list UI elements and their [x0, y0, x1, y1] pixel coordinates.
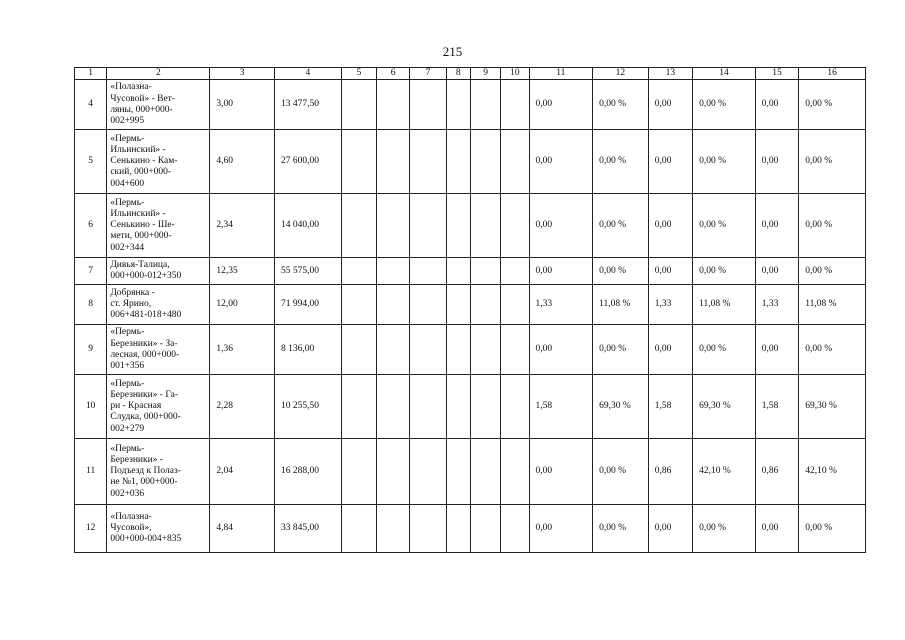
- cell-c15: 1,58: [755, 375, 798, 439]
- column-header-10: 10: [501, 68, 529, 80]
- cell-c5: [341, 130, 376, 194]
- road-name-line: ри - Красная: [110, 401, 162, 412]
- row-number: 9: [75, 325, 107, 375]
- row-number: 4: [75, 80, 107, 130]
- cell-c14: 42,10 %: [693, 439, 756, 505]
- road-name-line: 002+995: [110, 115, 145, 126]
- cell-c10: [501, 80, 529, 130]
- cell-c13: 0,00: [648, 130, 692, 194]
- road-name-line: «Полазна-: [110, 82, 152, 93]
- table-row: [75, 258, 866, 285]
- cell-c14: 69,30 %: [693, 375, 756, 439]
- cell-c13: 0,00: [648, 325, 692, 375]
- road-name-line: 000+000-004+835: [110, 534, 182, 545]
- cell-c8: [446, 194, 470, 258]
- road-name-cell: [107, 194, 210, 258]
- cell-c11: 0,00: [529, 80, 593, 130]
- cell-c8: [446, 258, 470, 285]
- cell-c5: [341, 375, 376, 439]
- cell-c12: 11,08 %: [593, 285, 649, 325]
- cell-c6: [377, 80, 410, 130]
- cell-c3: 12,00: [210, 285, 275, 325]
- cell-c11: 0,00: [529, 325, 593, 375]
- cell-c4: 10 255,50: [274, 375, 341, 439]
- cell-c3: 4,60: [210, 130, 275, 194]
- cell-c4: 27 600,00: [274, 130, 341, 194]
- cell-c9: [470, 505, 500, 553]
- road-name-line: Ильинский» -: [110, 144, 166, 155]
- cell-c5: [341, 325, 376, 375]
- cell-c15: 0,00: [755, 80, 798, 130]
- road-name-cell: [107, 375, 210, 439]
- cell-c12: 0,00 %: [593, 325, 649, 375]
- column-header-14: 14: [693, 68, 756, 80]
- cell-c14: 0,00 %: [693, 130, 756, 194]
- road-name-line: 002+344: [110, 242, 145, 253]
- road-name-line: «Пермь-: [110, 133, 145, 144]
- cell-c7: [410, 80, 446, 130]
- cell-c16: 11,08 %: [799, 285, 866, 325]
- column-header-9: 9: [470, 68, 500, 80]
- cell-c8: [446, 80, 470, 130]
- cell-c12: 69,30 %: [593, 375, 649, 439]
- row-number: 10: [75, 375, 107, 439]
- road-name-line: не №1, 000+000-: [110, 477, 178, 488]
- cell-c13: 0,86: [648, 439, 692, 505]
- road-name-cell: [107, 80, 210, 130]
- cell-c6: [377, 505, 410, 553]
- column-header-8: 8: [446, 68, 470, 80]
- cell-c16: 69,30 %: [799, 375, 866, 439]
- road-name-line: ский, 000+000-: [110, 167, 172, 178]
- cell-c3: 3,00: [210, 80, 275, 130]
- cell-c4: 71 994,00: [274, 285, 341, 325]
- column-header-2: 2: [107, 68, 210, 80]
- cell-c6: [377, 130, 410, 194]
- cell-c14: 0,00 %: [693, 80, 756, 130]
- cell-c7: [410, 505, 446, 553]
- road-name-line: Березники» -: [110, 454, 163, 465]
- cell-c9: [470, 194, 500, 258]
- header-row: [75, 68, 866, 80]
- cell-c15: 0,00: [755, 130, 798, 194]
- column-header-15: 15: [755, 68, 798, 80]
- road-name-line: Чусовой» - Вет-: [110, 93, 175, 104]
- cell-c15: 0,00: [755, 194, 798, 258]
- cell-c12: 0,00 %: [593, 505, 649, 553]
- cell-c4: 13 477,50: [274, 80, 341, 130]
- road-name-line: Чусовой»,: [110, 523, 152, 534]
- cell-c11: 1,58: [529, 375, 593, 439]
- cell-c11: 0,00: [529, 194, 593, 258]
- cell-c14: 0,00 %: [693, 194, 756, 258]
- cell-c7: [410, 375, 446, 439]
- cell-c5: [341, 194, 376, 258]
- cell-c6: [377, 194, 410, 258]
- cell-c15: 0,00: [755, 258, 798, 285]
- road-name-line: ст. Ярино,: [110, 299, 152, 310]
- cell-c7: [410, 258, 446, 285]
- cell-c14: 0,00 %: [693, 505, 756, 553]
- cell-c4: 8 136,00: [274, 325, 341, 375]
- road-name-cell: [107, 258, 210, 285]
- cell-c10: [501, 285, 529, 325]
- road-name-line: «Пермь-: [110, 443, 145, 454]
- cell-c9: [470, 285, 500, 325]
- road-name-line: мети, 000+000-: [110, 231, 172, 242]
- table-body: [75, 80, 866, 553]
- cell-c11: 0,00: [529, 505, 593, 553]
- column-header-12: 12: [593, 68, 649, 80]
- cell-c8: [446, 375, 470, 439]
- page-number: 215: [442, 44, 463, 59]
- cell-c8: [446, 325, 470, 375]
- column-header-3: 3: [210, 68, 275, 80]
- road-name-line: Березники» - Га-: [110, 389, 178, 400]
- cell-c10: [501, 325, 529, 375]
- road-name-cell: [107, 285, 210, 325]
- road-name-line: 004+600: [110, 178, 145, 189]
- table-row: [75, 285, 866, 325]
- road-name-line: 006+481-018+480: [110, 310, 182, 321]
- column-header-16: 16: [799, 68, 866, 80]
- road-name-line: «Пермь-: [110, 378, 145, 389]
- cell-c10: [501, 505, 529, 553]
- cell-c4: 33 845,00: [274, 505, 341, 553]
- cell-c15: 0,86: [755, 439, 798, 505]
- cell-c13: 0,00: [648, 505, 692, 553]
- road-name-line: «Пермь-: [110, 197, 145, 208]
- cell-c10: [501, 258, 529, 285]
- cell-c13: 0,00: [648, 80, 692, 130]
- column-header-1: 1: [75, 68, 107, 80]
- road-name-line: «Полазна-: [110, 511, 152, 522]
- cell-c4: 55 575,00: [274, 258, 341, 285]
- cell-c13: 0,00: [648, 258, 692, 285]
- cell-c3: 1,36: [210, 325, 275, 375]
- cell-c11: 0,00: [529, 130, 593, 194]
- cell-c14: 11,08 %: [693, 285, 756, 325]
- cell-c9: [470, 130, 500, 194]
- cell-c10: [501, 375, 529, 439]
- cell-c6: [377, 325, 410, 375]
- cell-c13: 1,33: [648, 285, 692, 325]
- cell-c6: [377, 375, 410, 439]
- row-number: 5: [75, 130, 107, 194]
- cell-c16: 0,00 %: [799, 505, 866, 553]
- cell-c3: 12,35: [210, 258, 275, 285]
- cell-c5: [341, 505, 376, 553]
- table-row: [75, 325, 866, 375]
- column-header-5: 5: [341, 68, 376, 80]
- road-name-cell: [107, 505, 210, 553]
- cell-c9: [470, 258, 500, 285]
- cell-c11: 0,00: [529, 258, 593, 285]
- cell-c14: 0,00 %: [693, 258, 756, 285]
- cell-c10: [501, 130, 529, 194]
- table-row: [75, 375, 866, 439]
- column-header-11: 11: [529, 68, 593, 80]
- cell-c16: 0,00 %: [799, 194, 866, 258]
- road-name-line: «Пермь-: [110, 327, 145, 338]
- road-name-line: Слудка, 000+000-: [110, 412, 181, 423]
- table-row: [75, 194, 866, 258]
- cell-c15: 0,00: [755, 505, 798, 553]
- road-name-line: 001+356: [110, 360, 145, 371]
- cell-c3: 2,04: [210, 439, 275, 505]
- cell-c10: [501, 439, 529, 505]
- cell-c15: 0,00: [755, 325, 798, 375]
- cell-c5: [341, 439, 376, 505]
- cell-c6: [377, 439, 410, 505]
- cell-c15: 1,33: [755, 285, 798, 325]
- cell-c10: [501, 194, 529, 258]
- cell-c5: [341, 258, 376, 285]
- table-row: [75, 130, 866, 194]
- cell-c12: 0,00 %: [593, 439, 649, 505]
- cell-c12: 0,00 %: [593, 194, 649, 258]
- table-row: [75, 505, 866, 553]
- cell-c11: 1,33: [529, 285, 593, 325]
- road-name-cell: [107, 439, 210, 505]
- road-name-line: ляны, 000+000-: [110, 104, 173, 115]
- column-header-13: 13: [648, 68, 692, 80]
- cell-c6: [377, 258, 410, 285]
- row-number: 7: [75, 258, 107, 285]
- road-name-cell: [107, 130, 210, 194]
- cell-c7: [410, 285, 446, 325]
- cell-c12: 0,00 %: [593, 130, 649, 194]
- cell-c4: 14 040,00: [274, 194, 341, 258]
- cell-c7: [410, 439, 446, 505]
- cell-c9: [470, 439, 500, 505]
- column-header-6: 6: [377, 68, 410, 80]
- cell-c16: 0,00 %: [799, 325, 866, 375]
- row-number: 6: [75, 194, 107, 258]
- cell-c16: 0,00 %: [799, 130, 866, 194]
- cell-c9: [470, 375, 500, 439]
- road-name-line: Сенькино - Кам-: [110, 156, 178, 167]
- road-name-line: лесная, 000+000-: [110, 349, 180, 360]
- cell-c12: 0,00 %: [593, 80, 649, 130]
- cell-c9: [470, 80, 500, 130]
- road-name-line: Добрянка -: [110, 287, 155, 298]
- cell-c11: 0,00: [529, 439, 593, 505]
- cell-c7: [410, 194, 446, 258]
- road-name-line: Дивья-Талица,: [110, 260, 170, 270]
- cell-c8: [446, 439, 470, 505]
- cell-c8: [446, 285, 470, 325]
- cell-c6: [377, 285, 410, 325]
- cell-c4: 16 288,00: [274, 439, 341, 505]
- road-name-cell: [107, 325, 210, 375]
- road-name-line: Сенькино - Ше-: [110, 220, 175, 231]
- road-name-line: 002+036: [110, 488, 145, 499]
- cell-c16: 42,10 %: [799, 439, 866, 505]
- cell-c3: 2,28: [210, 375, 275, 439]
- road-name-line: 002+279: [110, 423, 145, 434]
- cell-c3: 2,34: [210, 194, 275, 258]
- data-table: [74, 67, 866, 553]
- row-number: 11: [75, 439, 107, 505]
- cell-c13: 1,58: [648, 375, 692, 439]
- road-name-line: Березники» - За-: [110, 338, 178, 349]
- column-header-4: 4: [274, 68, 341, 80]
- row-number: 12: [75, 505, 107, 553]
- road-name-line: Подъезд к Полаз-: [110, 466, 181, 477]
- column-header-7: 7: [410, 68, 446, 80]
- table-row: [75, 80, 866, 130]
- cell-c16: 0,00 %: [799, 258, 866, 285]
- cell-c9: [470, 325, 500, 375]
- row-number: 8: [75, 285, 107, 325]
- cell-c8: [446, 505, 470, 553]
- cell-c5: [341, 285, 376, 325]
- cell-c14: 0,00 %: [693, 325, 756, 375]
- cell-c7: [410, 130, 446, 194]
- cell-c3: 4,84: [210, 505, 275, 553]
- cell-c8: [446, 130, 470, 194]
- cell-c16: 0,00 %: [799, 80, 866, 130]
- cell-c13: 0,00: [648, 194, 692, 258]
- cell-c5: [341, 80, 376, 130]
- cell-c12: 0,00 %: [593, 258, 649, 285]
- table-row: [75, 439, 866, 505]
- cell-c7: [410, 325, 446, 375]
- road-name-line: 000+000-012+350: [110, 271, 182, 282]
- road-name-line: Ильинский» -: [110, 208, 166, 219]
